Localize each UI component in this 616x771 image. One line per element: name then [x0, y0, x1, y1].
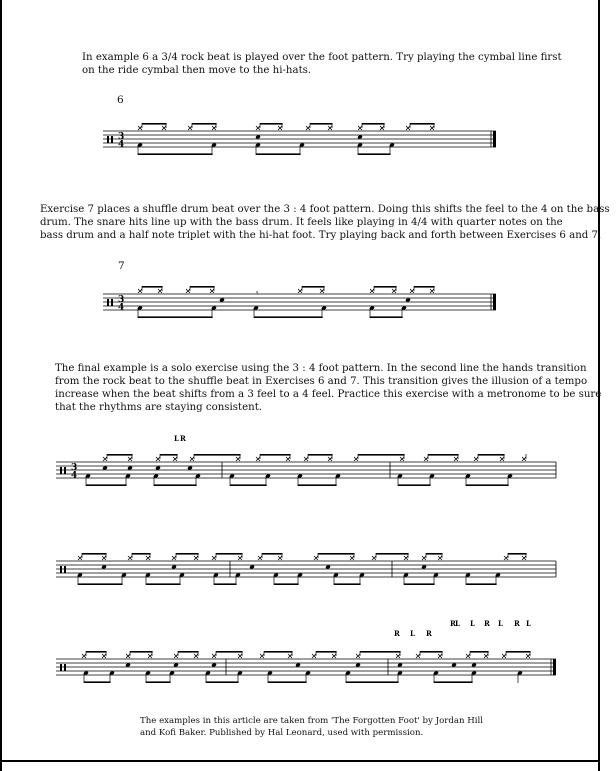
credit-line2: and Kofi Baker. Published by Hal Leonard, used with permission. — [140, 728, 424, 738]
sticking-letter: R — [514, 619, 520, 628]
beam — [194, 454, 241, 456]
rest-symbol: 𝄾 — [256, 289, 259, 299]
beam — [346, 681, 399, 683]
beam — [358, 454, 405, 456]
paragraph-solo-line3: increase when the beat shifts from a 3 feel to a 4 feel. Practice this exercise with a metronome to be sure — [55, 389, 602, 400]
paragraph-solo-line2: from the rock beat to the shuffle beat in Exercises 6 and 7. This transition gives the illusion of a tempo — [55, 376, 588, 387]
time-sig-bottom: 4 — [118, 303, 125, 313]
beam — [146, 583, 181, 585]
beam — [434, 681, 473, 683]
percussion-clef — [60, 467, 62, 474]
beam — [82, 553, 107, 555]
beam — [362, 123, 385, 125]
beam — [466, 484, 509, 486]
beam — [214, 583, 237, 585]
beam — [370, 316, 403, 318]
beam — [316, 651, 337, 653]
sticking-letter: R — [426, 629, 432, 638]
paragraph-solo-line4: that the rhythms are staying consistent. — [55, 402, 263, 413]
beam — [260, 123, 283, 125]
beam — [428, 454, 459, 456]
beam — [260, 454, 291, 456]
beam — [256, 153, 301, 155]
sticking-letter: R — [484, 619, 490, 628]
beam — [398, 484, 431, 486]
final-barline-thick — [493, 131, 496, 147]
example-7-label: 7 — [118, 260, 125, 272]
example-6-label: 6 — [117, 94, 124, 106]
beam — [268, 681, 307, 683]
sticking-letter: L — [498, 619, 503, 628]
sticking-letter: R — [450, 619, 456, 628]
beam — [146, 681, 171, 683]
beam — [132, 553, 151, 555]
beam — [374, 286, 397, 288]
percussion-clef — [64, 467, 66, 474]
beam — [216, 553, 243, 555]
sticking-letter: R — [180, 434, 186, 443]
beam — [190, 286, 215, 288]
percussion-clef — [64, 566, 66, 573]
paragraph-intro-line1: In example 6 a 3/4 rock beat is played over the foot pattern. Try playing the cymbal line first — [82, 52, 562, 63]
beam — [176, 553, 199, 555]
beam — [262, 553, 283, 555]
paragraph-exercise7-line2: drum. The snare hits line up with the bass drum. It feels like playing in 4/4 with quarter notes on the — [40, 217, 563, 228]
percussion-clef — [107, 136, 109, 143]
sticking-letter: L — [470, 619, 475, 628]
paragraph-intro-line2: on the ride cymbal then move to the hi-hats. — [82, 65, 312, 76]
beam — [274, 583, 299, 585]
beam — [506, 651, 531, 653]
beam — [86, 651, 107, 653]
sticking-letter: L — [455, 619, 460, 628]
beam — [84, 681, 111, 683]
paragraph-exercise7-line1: Exercise 7 places a shuffle drum beat over the 3 : 4 foot pattern. Doing this shifts the feel to the 4 on the bass — [40, 204, 610, 215]
percussion-clef — [111, 299, 113, 306]
beam — [216, 651, 243, 653]
beam — [410, 123, 435, 125]
beam — [298, 484, 337, 486]
sticking-letter: L — [410, 629, 415, 638]
beam — [142, 123, 167, 125]
beam — [130, 651, 153, 653]
percussion-clef — [107, 299, 109, 306]
percussion-clef — [64, 664, 66, 671]
beam — [142, 286, 163, 288]
beam — [206, 681, 239, 683]
beam — [376, 553, 409, 555]
sticking-letter: L — [174, 434, 179, 443]
time-sig-bottom: 4 — [71, 471, 78, 481]
beam — [318, 553, 355, 555]
beam — [254, 316, 323, 318]
sticking-letter: R — [394, 629, 400, 638]
beam — [508, 553, 527, 555]
beam — [302, 286, 325, 288]
final-barline-thick — [553, 659, 556, 675]
beam — [466, 583, 497, 585]
beam — [86, 484, 127, 486]
beam — [192, 123, 217, 125]
credit-line1: The examples in this article are taken from 'The Forgotten Foot' by Jordan Hill — [140, 716, 483, 726]
beam — [138, 153, 213, 155]
beam — [478, 454, 505, 456]
time-sig-top: 3 — [118, 132, 125, 142]
time-sig-top: 3 — [118, 295, 125, 305]
beam — [264, 651, 293, 653]
beam — [420, 651, 443, 653]
sticking-letter: L — [526, 619, 531, 628]
beam — [138, 316, 213, 318]
paragraph-exercise7-line3: bass drum and a half note triplet with the hi-hat foot. Try playing back and forth between Exercises 6 and 7. — [40, 230, 602, 241]
beam — [470, 651, 489, 653]
time-sig-bottom: 4 — [118, 140, 125, 150]
beam — [360, 651, 401, 653]
beam — [404, 583, 435, 585]
beam — [310, 123, 333, 125]
beam — [308, 454, 333, 456]
percussion-clef — [60, 566, 62, 573]
percussion-clef — [111, 136, 113, 143]
sticking-texts — [71, 132, 531, 638]
beam — [154, 484, 197, 486]
paragraph-solo-line1: The final example is a solo exercise using the 3 : 4 foot pattern. In the second line the hands transition — [55, 363, 587, 374]
beam — [358, 153, 391, 155]
time-sig-top: 3 — [71, 463, 78, 473]
percussion-clef — [60, 664, 62, 671]
staff-systems — [56, 123, 556, 683]
beam — [78, 583, 123, 585]
beam — [334, 583, 361, 585]
final-barline-thick — [493, 294, 496, 310]
beam — [230, 484, 267, 486]
beam — [178, 651, 199, 653]
beam — [107, 454, 133, 456]
beam — [426, 553, 443, 555]
beam — [414, 286, 435, 288]
beam — [160, 454, 178, 456]
